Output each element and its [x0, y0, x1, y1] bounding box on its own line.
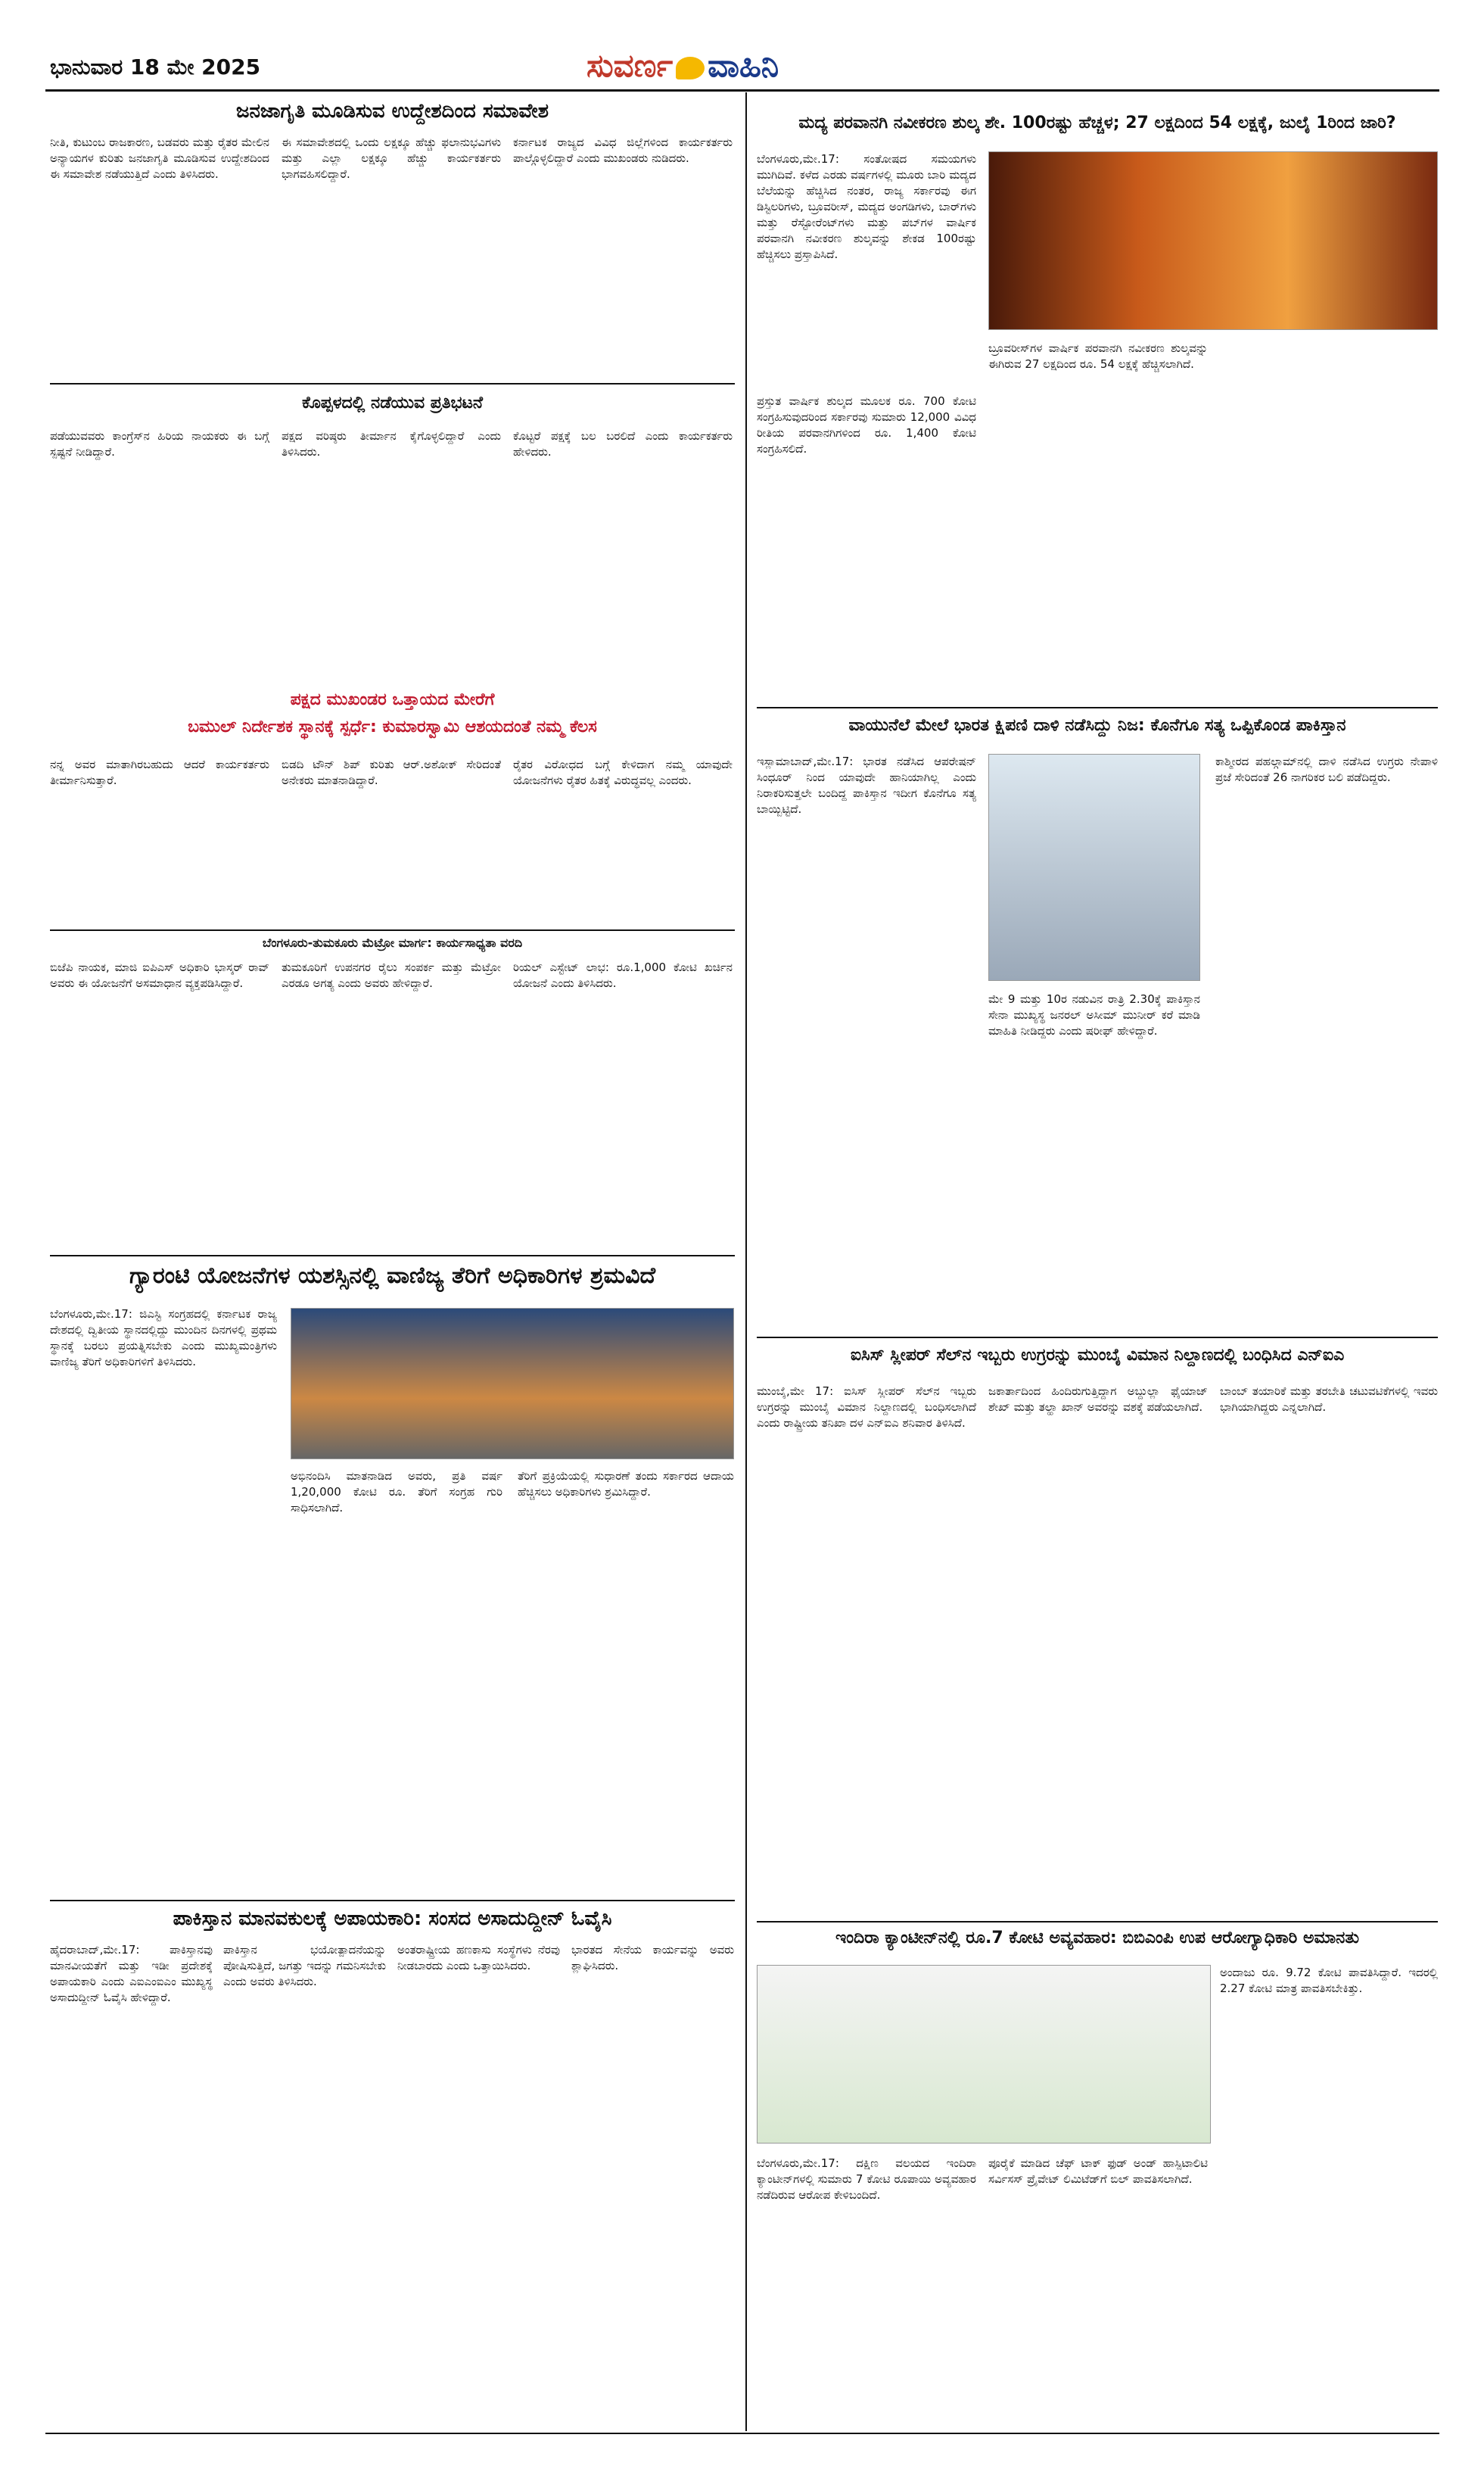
masthead-brand — [586, 47, 779, 85]
article-5-column-2: ಪಾಕಿಸ್ತಾನ ಭಯೋತ್ಪಾದನೆಯನ್ನು ಪೋಷಿಸುತ್ತಿದೆ, ಜಗತ್ತು ಇದನ್ನು ಗಮನಿಸಬೇಕು ಎಂದು ಅವರು ತಿಳಿಸಿದರು. — [223, 1943, 386, 1988]
article-9-column-1: ಬೆಂಗಳೂರು,ಮೇ.17: ದಕ್ಷಿಣ ವಲಯದ ಇಂದಿರಾ ಕ್ಯಾಂಟೀನ್‌ಗಳಲ್ಲಿ ಸುಮಾರು 7 ಕೋಟಿ ರೂಪಾಯಿ ಅವ್ಯವಹಾರ ನಡೆದಿರುವ ಆರೋಪ ಕೇಳಿಬಂದಿದೆ. — [757, 2156, 976, 2202]
liquor-bottles-photo — [988, 151, 1438, 330]
headline-owaisi: ಪಾಕಿಸ್ತಾನ ಮಾನವಕುಲಕ್ಕೆ ಅಪಾಯಕಾರಿ: ಸಂಸದ ಅಸಾದುದ್ದೀನ್ ಓವೈಸಿ — [173, 1907, 612, 1930]
masthead-rule — [45, 89, 1439, 92]
article-7-column-1: ಇಸ್ಲಾಮಾಬಾದ್,ಮೇ.17: ಭಾರತ ನಡೆಸಿದ ಆಪರೇಷನ್ ಸಿಂಧೂರ್ ನಿಂದ ಯಾವುದೇ ಹಾನಿಯಾಗಿಲ್ಲ ಎಂದು ನಿರಾಕರಿಸುತ್ತಲೇ ಬಂದಿದ್ದ ಪಾಕಿಸ್ತಾನ ಇದೀಗ ಕೊನೆಗೂ ಸತ್ಯ ಬಾಯ್ಬಿಟ್ಟಿದೆ. — [757, 755, 976, 816]
article-1-column-2: ಪಕ್ಷದ ವರಿಷ್ಠರು ತೀರ್ಮಾನ ಕೈಗೊಳ್ಳಲಿದ್ದಾರೆ ಎಂದು ತಿಳಿಸಿದರು. — [282, 429, 501, 459]
sharif-portrait-photo — [988, 754, 1200, 981]
brand-part2: ವಾಹಿನಿ — [708, 47, 779, 84]
article-4-column-1: ಬೆಂಗಳೂರು,ಮೇ.17: ಜಿಎಸ್ಟಿ ಸಂಗ್ರಹದಲ್ಲಿ ಕರ್ನಾಟಕ ರಾಜ್ಯ ದೇಶದಲ್ಲಿ ದ್ವಿತೀಯ ಸ್ಥಾನದಲ್ಲಿದ್ದು ಮುಂದಿನ ದಿನಗಳಲ್ಲಿ ಪ್ರಥಮ ಸ್ಥಾನಕ್ಕೆ ಬರಲು ಪ್ರಯತ್ನಿಸಬೇಕು ಎಂದು ಮುಖ್ಯಮಂತ್ರಿಗಳು ವಾಣಿಜ್ಯ ತೆರಿಗೆ ಅಧಿಕಾರಿಗಳಿಗೆ ತಿಳಿಸಿದರು. — [50, 1307, 277, 1368]
divider — [50, 1900, 735, 1901]
article-5-column-1: ಹೈದರಾಬಾದ್,ಮೇ.17: ಪಾಕಿಸ್ತಾನವು ಮಾನವೀಯತೆಗೆ ಮತ್ತು ಇಡೀ ಪ್ರದೇಶಕ್ಕೆ ಅಪಾಯಕಾರಿ ಎಂದು ಎಐಎಂಐಎಂ ಮುಖ್ಯಸ್ಥ ಅಸಾದುದ್ದೀನ್ ಓವೈಸಿ ಹೇಳಿದ್ದಾರೆ. — [50, 1943, 213, 2004]
article-4-column-2: ಅಭಿನಂದಿಸಿ ಮಾತನಾಡಿದ ಅವರು, ಪ್ರತಿ ವರ್ಷ 1,20,000 ಕೋಟಿ ರೂ. ತೆರಿಗೆ ಸಂಗ್ರಹ ಗುರಿ ಸಾಧಿಸಲಾಗಿದೆ. — [291, 1469, 502, 1515]
headline-isis-arrest: ಐಸಿಸ್ ಸ್ಲೀಪರ್ ಸೆಲ್‌ನ ಇಬ್ಬರು ಉಗ್ರರನ್ನು ಮುಂಬೈ ವಿಮಾನ ನಿಲ್ದಾಣದಲ್ಲಿ ಬಂಧಿಸಿದ ಎನ್‌ಐಎ — [850, 1346, 1345, 1365]
article-0-column-2: ಈ ಸಮಾವೇಶದಲ್ಲಿ ಒಂದು ಲಕ್ಷಕ್ಕೂ ಹೆಚ್ಚು ಫಲಾನುಭವಿಗಳು ಮತ್ತು ಎಲ್ಲಾ ಲಕ್ಷಕ್ಕೂ ಹೆಚ್ಚು ಕಾರ್ಯಕರ್ತರು ಭಾಗವಹಿಸಲಿದ್ದಾರೆ. — [282, 135, 501, 181]
article-6-column-1: ಬೆಂಗಳೂರು,ಮೇ.17: ಸಂತೋಷದ ಸಮಯಗಳು ಮುಗಿದಿವೆ. ಕಳೆದ ಎರಡು ವರ್ಷಗಳಲ್ಲಿ ಮೂರು ಬಾರಿ ಮದ್ಯದ ಬೆಲೆಯನ್ನು ಹೆಚ್ಚಿಸಿದ ನಂತರ, ರಾಜ್ಯ ಸರ್ಕಾರವು ಈಗ ಡಿಸ್ಟಿಲರಿಗಳು, ಬ್ರೂವರೀಸ್, ಮದ್ಯದ ಅಂಗಡಿಗಳು, ಬಾರ್‌ಗಳು ಮತ್ತು ರೆಸ್ಟೋರೆಂಟ್‌ಗಳು ಮತ್ತು ಪಬ್‌ಗಳ ವಾರ್ಷಿಕ ಪರವಾನಗಿ ನವೀಕರಣ ಶುಲ್ಕವನ್ನು ಶೇಕಡ 100ರಷ್ಟು ಹೆಚ್ಚಿಸಲು ಪ್ರಸ್ತಾಪಿಸಿದೆ. — [757, 152, 976, 261]
article-3-column-1: ಬಿಜೆಪಿ ನಾಯಕ, ಮಾಜಿ ಐಪಿಎಸ್ ಅಧಿಕಾರಿ ಭಾಸ್ಕರ್ ರಾವ್ ಅವರು ಈ ಯೋಜನೆಗೆ ಅಸಮಾಧಾನ ವ್ಯಕ್ತಪಡಿಸಿದ್ದಾರೆ. — [50, 960, 269, 990]
article-7-column-2: ಮೇ 9 ಮತ್ತು 10ರ ನಡುವಿನ ರಾತ್ರಿ 2.30ಕ್ಕೆ ಪಾಕಿಸ್ತಾನ ಸೇನಾ ಮುಖ್ಯಸ್ಥ ಜನರಲ್ ಅಸೀಮ್ ಮುನೀರ್ ಕರೆ ಮಾಡಿ ಮಾಹಿತಿ ನೀಡಿದ್ದರು ಎಂದು ಷರೀಫ್ ಹೇಳಿದ್ದಾರೆ. — [988, 992, 1200, 1038]
indira-canteen-photo — [757, 1965, 1211, 2144]
page-bottom-rule — [45, 2433, 1439, 2434]
article-1-column-1: ಪಡೆಯುವವರು ಕಾಂಗ್ರೆಸ್‌ನ ಹಿರಿಯ ನಾಯಕರು ಈ ಬಗ್ಗೆ ಸ್ಪಷ್ಟನೆ ನೀಡಿದ್ದಾರೆ. — [50, 429, 269, 459]
divider — [757, 707, 1438, 708]
headline-metro: ಬೆಂಗಳೂರು-ತುಮಕೂರು ಮೆಟ್ರೋ ಮಾರ್ಗ: ಕಾರ್ಯಸಾಧ್ಯತಾ ವರದಿ — [262, 936, 523, 950]
article-0-column-1: ನೀತಿ, ಕುಟುಂಬ ರಾಜಕಾರಣ, ಬಡವರು ಮತ್ತು ರೈತರ ಮೇಲಿನ ಅನ್ಯಾಯಗಳ ಕುರಿತು ಜನಜಾಗೃತಿ ಮೂಡಿಸುವ ಉದ್ದೇಶದಿಂದ ಈ ಸಮಾವೇಶ ನಡೆಯುತ್ತಿದೆ ಎಂದು ತಿಳಿಸಿದರು. — [50, 135, 269, 181]
article-7-column-3: ಕಾಶ್ಮೀರದ ಪಹಲ್ಗಾಮ್‌ನಲ್ಲಿ ದಾಳಿ ನಡೆಸಿದ ಉಗ್ರರು ನೇಪಾಳಿ ಪ್ರಜೆ ಸೇರಿದಂತೆ 26 ನಾಗರಿಕರ ಬಲಿ ಪಡೆದಿದ್ದರು. — [1215, 755, 1438, 784]
article-9-column-2: ಪೂರೈಕೆ ಮಾಡಿದ ಚೆಫ್ ಟಾಕ್ ಫುಡ್ ಅಂಡ್ ಹಾಸ್ಪಿಟಾಲಿಟಿ ಸರ್ವಿಸಸ್ ಪ್ರೈವೇಟ್ ಲಿಮಿಟೆಡ್‌ಗೆ ಬಿಲ್ ಪಾವತಿಸಲಾಗಿದೆ. — [988, 2156, 1208, 2186]
divider — [757, 1921, 1438, 1922]
headline-guarantee-schemes: ಗ್ಯಾರಂಟಿ ಯೋಜನೆಗಳ ಯಶಸ್ಸಿನಲ್ಲಿ ವಾಣಿಜ್ಯ ತೆರಿಗೆ ಅಧಿಕಾರಿಗಳ ಶ್ರಮವಿದೆ — [129, 1262, 656, 1289]
article-6-column-3: ಬ್ರೂವರೀಸ್‌ಗಳ ವಾರ್ಷಿಕ ಪರವಾನಗಿ ನವೀಕರಣ ಶುಲ್ಕವನ್ನು ಈಗಿರುವ 27 ಲಕ್ಷದಿಂದ ರೂ. 54 ಲಕ್ಷಕ್ಕೆ ಹೆಚ್ಚಿಸಲಾಗಿದೆ. — [988, 341, 1208, 371]
divider — [50, 1255, 735, 1256]
article-9-column-3: ಅಂದಾಜು ರೂ. 9.72 ಕೋಟಿ ಪಾವತಿಸಿದ್ದಾರೆ. ಇದರಲ್ಲಿ 2.27 ಕೋಟಿ ಮಾತ್ರ ಪಾವತಿಸಬೇಕಿತ್ತು. — [1220, 1966, 1438, 1995]
divider — [50, 383, 735, 384]
article-0-column-3: ಕರ್ನಾಟಕ ರಾಜ್ಯದ ವಿವಿಧ ಜಿಲ್ಲೆಗಳಿಂದ ಕಾರ್ಯಕರ್ತರು ಪಾಲ್ಗೊಳ್ಳಲಿದ್ದಾರೆ ಎಂದು ಮುಖಂಡರು ನುಡಿದರು. — [513, 135, 733, 165]
headline-indira-canteen: ಇಂದಿರಾ ಕ್ಯಾಂಟೀನ್‌ನಲ್ಲಿ ರೂ.7 ಕೋಟಿ ಅವ್ಯವಹಾರ: ಬಿಬಿಎಂಪಿ ಉಪ ಆರೋಗ್ಯಾಧಿಕಾರಿ ಅಮಾನತು — [835, 1929, 1360, 1947]
masthead-date: ಭಾನುವಾರ 18 ಮೇ 2025 — [50, 54, 261, 79]
article-2-column-3: ರೈತರ ವಿರೋಧದ ಬಗ್ಗೆ ಕೇಳಿದಾಗ ನಮ್ಮ ಯಾವುದೇ ಯೋಜನೆಗಳು ರೈತರ ಹಿತಕ್ಕೆ ವಿರುದ್ಧವಲ್ಲ ಎಂದರು. — [513, 758, 733, 787]
headline-koppal-protest: ಕೊಪ್ಪಳದಲ್ಲಿ ನಡೆಯುವ ಪ್ರತಿಭಟನೆ — [301, 394, 484, 413]
headline-awareness-convention: ಜನಜಾಗೃತಿ ಮೂಡಿಸುವ ಉದ್ದೇಶದಿಂದ ಸಮಾವೇಶ — [235, 100, 549, 123]
article-8-column-3: ಬಾಂಬ್ ತಯಾರಿಕೆ ಮತ್ತು ತರಬೇತಿ ಚಟುವಟಿಕೆಗಳಲ್ಲಿ ಇವರು ಭಾಗಿಯಾಗಿದ್ದರು ಎನ್ನಲಾಗಿದೆ. — [1220, 1384, 1438, 1414]
divider — [757, 1337, 1438, 1338]
headline-party-leaders: ಪಕ್ಷದ ಮುಖಂಡರ ಒತ್ತಾಯದ ಮೇರೆಗೆ — [290, 690, 495, 709]
article-8-column-1: ಮುಂಬೈ,ಮೇ 17: ಐಸಿಸ್ ಸ್ಲೀಪರ್ ಸೆಲ್‌ನ ಇಬ್ಬರು ಉಗ್ರರನ್ನು ಮುಂಬೈ ವಿಮಾನ ನಿಲ್ದಾಣದಲ್ಲಿ ಬಂಧಿಸಲಾಗಿದೆ ಎಂದು ರಾಷ್ಟ್ರೀಯ ತನಿಖಾ ದಳ ಎನ್‌ಐಎ ಶನಿವಾರ ತಿಳಿಸಿದೆ. — [757, 1384, 976, 1430]
article-3-column-3: ರಿಯಲ್ ಎಸ್ಟೇಟ್ ಲಾಭ: ರೂ.1,000 ಕೋಟಿ ಖರ್ಚಿನ ಯೋಜನೆ ಎಂದು ತಿಳಿಸಿದರು. — [513, 960, 733, 990]
article-5-column-4: ಭಾರತದ ಸೇನೆಯ ಕಾರ್ಯವನ್ನು ಅವರು ಶ್ಲಾಘಿಸಿದರು. — [571, 1943, 734, 1972]
article-5-column-3: ಅಂತರಾಷ್ಟ್ರೀಯ ಹಣಕಾಸು ಸಂಸ್ಥೆಗಳು ನೆರವು ನೀಡಬಾರದು ಎಂದು ಒತ್ತಾಯಿಸಿದರು. — [397, 1943, 560, 1972]
event-stage-photo — [291, 1308, 734, 1459]
headline-liquor-license-fee: ಮದ್ಯ ಪರವಾನಗಿ ನವೀಕರಣ ಶುಲ್ಕ ಶೇ. 100ರಷ್ಟು ಹೆಚ್ಚಳ; 27 ಲಕ್ಷದಿಂದ 54 ಲಕ್ಷಕ್ಕೆ, ಜುಲೈ 1ರಿಂದ ಜಾರಿ? — [798, 114, 1396, 132]
article-2-column-2: ಬಿಡದಿ ಟೌನ್ ಶಿಪ್ ಕುರಿತು ಆರ್.ಅಶೋಕ್ ಸೇರಿದಂತೆ ಅನೇಕರು ಮಾತನಾಡಿದ್ದಾರೆ. — [282, 758, 501, 787]
article-6-column-2: ಪ್ರಸ್ತುತ ವಾರ್ಷಿಕ ಶುಲ್ಕದ ಮೂಲಕ ರೂ. 700 ಕೋಟಿ ಸಂಗ್ರಹಿಸುವುದರಿಂದ ಸರ್ಕಾರವು ಸುಮಾರು 12,000 ವಿವಿಧ ರೀತಿಯ ಪರವಾನಗಿಗಳಿಂದ ರೂ. 1,400 ಕೋಟಿ ಸಂಗ್ರಹಿಸಲಿದೆ. — [757, 394, 976, 456]
article-3-column-2: ತುಮಕೂರಿಗೆ ಉಪನಗರ ರೈಲು ಸಂಪರ್ಕ ಮತ್ತು ಮೆಟ್ರೋ ಎರಡೂ ಅಗತ್ಯ ಎಂದು ಅವರು ಹೇಳಿದ್ದಾರೆ. — [282, 960, 501, 990]
headline-pakistan-airbase: ವಾಯುನೆಲೆ ಮೇಲೆ ಭಾರತ ಕ್ಷಿಪಣಿ ದಾಳಿ ನಡೆಸಿದ್ದು ನಿಜ: ಕೊನೆಗೂ ಸತ್ಯ ಒಪ್ಪಿಕೊಂಡ ಪಾಕಿಸ್ತಾನ — [848, 716, 1346, 735]
subheadline-bamul: ಬಮುಲ್ ನಿರ್ದೇಶಕ ಸ್ಥಾನಕ್ಕೆ ಸ್ಪರ್ಧೆ: ಕುಮಾರಸ್ವಾಮಿ ಆಶಯದಂತೆ ನಮ್ಮ ಕೆಲಸ — [188, 718, 597, 736]
divider — [50, 929, 735, 931]
brand-logo-icon — [676, 57, 705, 79]
article-4-column-3: ತೆರಿಗೆ ಪ್ರಕ್ರಿಯೆಯಲ್ಲಿ ಸುಧಾರಣೆ ತಂದು ಸರ್ಕಾರದ ಆದಾಯ ಹೆಚ್ಚಿಸಲು ಅಧಿಕಾರಿಗಳು ಶ್ರಮಿಸಿದ್ದಾರೆ. — [518, 1469, 734, 1499]
article-2-column-1: ನನ್ನ ಅವರ ಮಾತಾಗಿರಬಹುದು ಆದರೆ ಕಾರ್ಯಕರ್ತರು ತೀರ್ಮಾನಿಸುತ್ತಾರೆ. — [50, 758, 269, 787]
article-8-column-2: ಜಕಾರ್ತಾದಿಂದ ಹಿಂದಿರುಗುತ್ತಿದ್ದಾಗ ಅಬ್ದುಲ್ಲಾ ಫೈಯಾಜ್ ಶೇಖ್ ಮತ್ತು ತಲ್ಹಾ ಖಾನ್ ಅವರನ್ನು ವಶಕ್ಕೆ ಪಡೆಯಲಾಗಿದೆ. — [988, 1384, 1208, 1414]
article-1-column-3: ಕೊಟ್ಟರೆ ಪಕ್ಷಕ್ಕೆ ಬಲ ಬರಲಿದೆ ಎಂದು ಕಾರ್ಯಕರ್ತರು ಹೇಳಿದರು. — [513, 429, 733, 459]
column-divider — [745, 92, 747, 2431]
brand-part1: ಸುವರ್ಣ — [586, 47, 674, 84]
